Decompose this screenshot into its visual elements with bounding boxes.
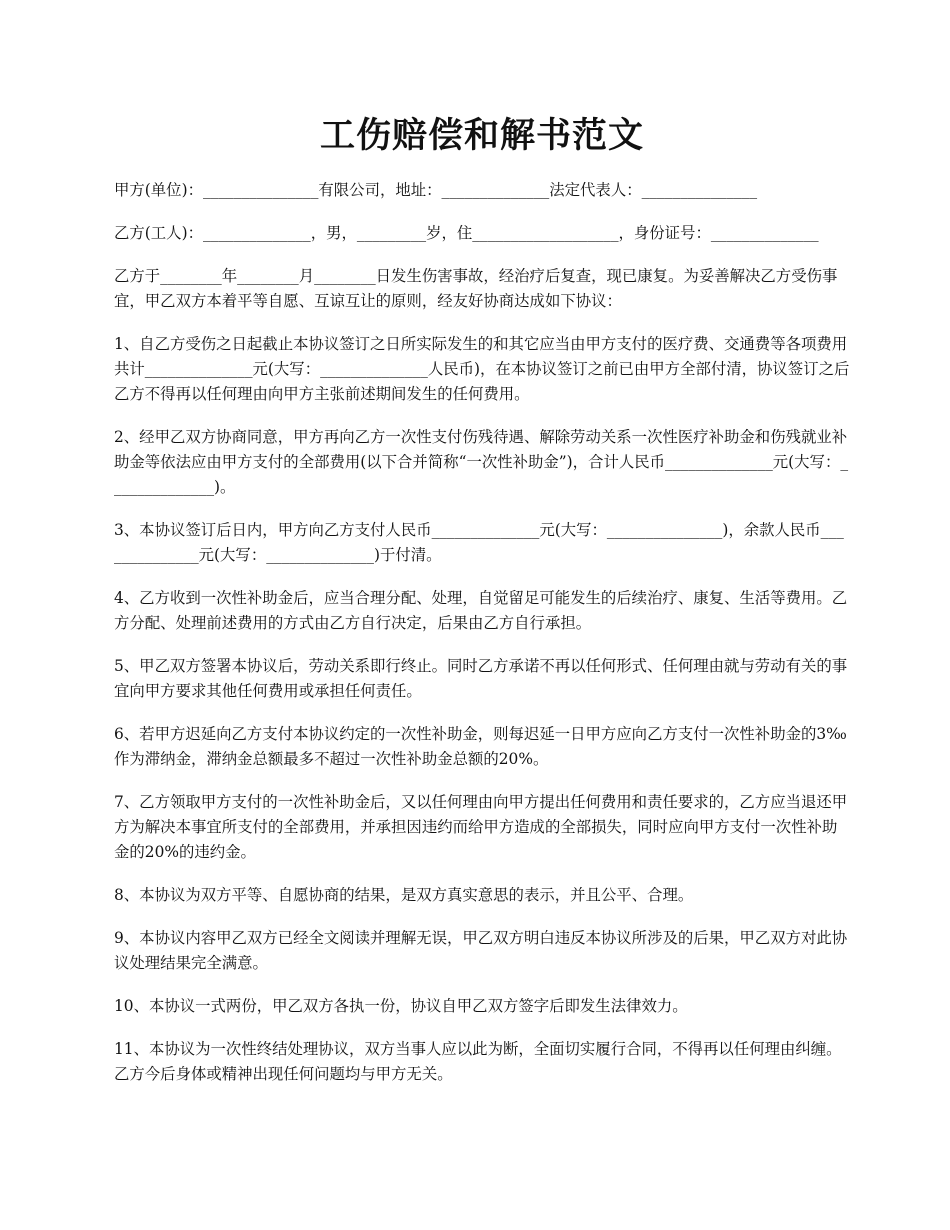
clause-9: 9、本协议内容甲乙双方已经全文阅读并理解无误，甲乙双方明白违反本协议所涉及的后果，甲乙双方对此协议处理结果完全满意。 [114,929,848,972]
clause-6: 6、若甲方迟延向乙方支付本协议约定的一次性补助金，则每迟延一日甲方应向乙方支付一次性补助金的3‰作为滞纳金，滞纳金总额最多不超过一次性补助金总额的20%。 [114,725,847,768]
clause-5: 5、甲乙双方签署本协议后，劳动关系即行终止。同时乙方承诺不再以任何形式、任何理由就与劳动有关的事宜向甲方要求其他任何费用或承担任何责任。 [114,657,848,700]
party-b-line: 乙方(工人)：______________，男，_________岁，住___________________，身份证号：______________ [114,224,819,242]
document-page [114,106,850,1105]
clause-3: 3、本协议签订后日内，甲方向乙方支付人民币______________元(大写：_______________)，余款人民币______________元(大写：______________)于付清。 [114,521,844,564]
clause-8: 8、本协议为双方平等、自愿协商的结果，是双方真实意思的表示，并且公平、合理。 [114,886,694,904]
party-a-line: 甲方(单位)：_______________有限公司，地址：______________法定代表人：_______________ [114,181,758,199]
document-title: 工伤赔偿和解书范文 [319,115,644,156]
clause-7: 7、乙方领取甲方支付的一次性补助金后，又以任何理由向甲方提出任何费用和责任要求的，乙方应当退还甲方为解决本事宜所支付的全部费用，并承担因违约而给甲方造成的全部损失，同时应向甲方支付一次性补助金的20%的违约金。 [114,793,848,861]
clause-4: 4、乙方收到一次性补助金后，应当合理分配、处理，自觉留足可能发生的后续治疗、康复、生活等费用。乙方分配、处理前述费用的方式由乙方自行决定，后果由乙方自行承担。 [114,589,848,632]
preamble-paragraph: 乙方于________年________月________日发生伤害事故，经治疗后复查，现已康复。为妥善解决乙方受伤事宜，甲乙双方本着平等自愿、互谅互让的原则，经友好协商达成如下协议： [114,267,838,310]
clause-11: 11、本协议为一次性终结处理协议，双方当事人应以此为断，全面切实履行合同，不得再以任何理由纠缠。乙方今后身体或精神出现任何问题均与甲方无关。 [114,1040,842,1083]
clause-1: 1、自乙方受伤之日起截止本协议签订之日所实际发生的和其它应当由甲方支付的医疗费、交通费等各项费用共计______________元(大写：______________人民币)，在本协议签订之前已由甲方全部付清，协议签订之后乙方不得再以任何理由向甲方主张前述期间发生的任何费用。 [114,335,850,403]
clause-10: 10、本协议一式两份，甲乙双方各执一份，协议自甲乙双方签字后即发生法律效力。 [114,997,688,1015]
clause-2: 2、经甲乙双方协商同意，甲方再向乙方一次性支付伤残待遇、解除劳动关系一次性医疗补助金和伤残就业补助金等依法应由甲方支付的全部费用(以下合并简称“一次性补助金”)，合计人民币______________元(大写：______________)。 [114,428,849,496]
